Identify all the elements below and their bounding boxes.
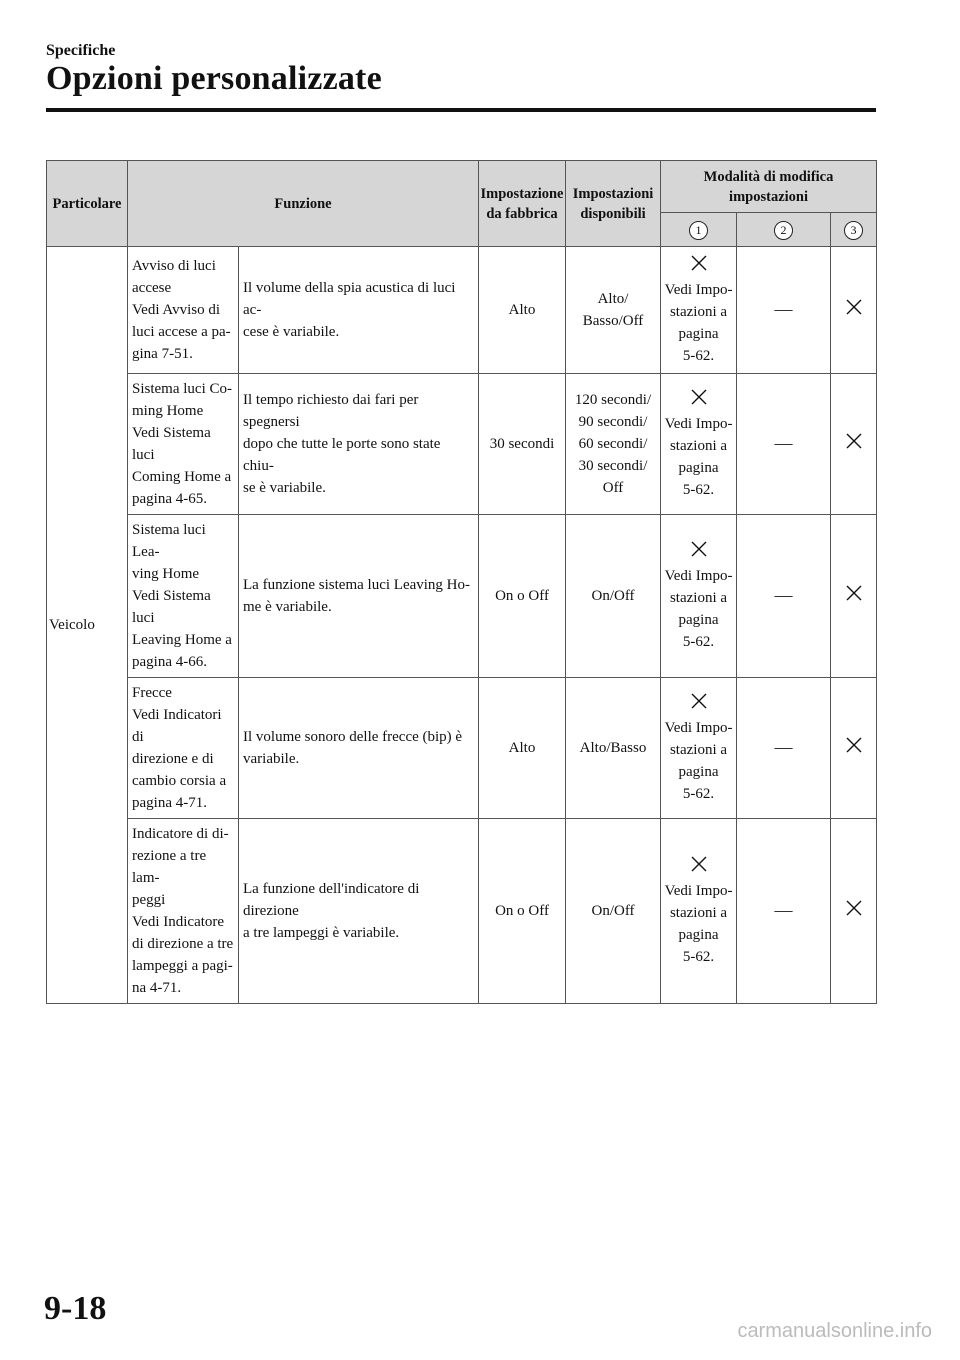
header-mode-2	[737, 213, 831, 247]
function-line: La funzione dell'indicatore di direzione	[243, 881, 420, 919]
mode-1-cell	[661, 247, 737, 374]
mode-1-line: stazioni a	[669, 303, 728, 320]
header-funzione: Funzione	[128, 161, 479, 247]
function-cell	[239, 819, 479, 1004]
factory-setting-cell	[479, 374, 566, 515]
available-setting: 120 secondi/	[574, 392, 652, 408]
mode-3-cell	[831, 515, 877, 678]
circled-number-1: 1	[689, 221, 708, 240]
header-text-line: disponibili	[580, 205, 646, 222]
factory-setting-cell	[479, 678, 566, 819]
available-setting: Alto/	[597, 291, 629, 307]
mode-3-cell	[831, 374, 877, 515]
item-line: gina 7-51.	[132, 346, 193, 362]
item-cell	[128, 515, 239, 678]
function-cell	[239, 678, 479, 819]
function-cell	[239, 515, 479, 678]
available-settings-cell	[566, 678, 661, 819]
item-line: ming Home	[132, 403, 204, 419]
item-line: pagina 4-71.	[132, 795, 207, 811]
header-text-line: Modalità di modifica	[703, 168, 834, 185]
mode-1-line: Vedi Impo-	[664, 415, 733, 432]
item-line: peggi	[132, 892, 166, 908]
dash-mark: —	[774, 585, 793, 605]
available-settings-cell	[566, 247, 661, 374]
function-cell	[239, 374, 479, 515]
header-text-line: impostazioni	[729, 188, 808, 205]
available-setting: Alto/Basso	[579, 740, 647, 756]
function-line: a tre lampeggi è variabile.	[243, 925, 400, 941]
item-line: cambio corsia a	[132, 773, 227, 789]
header-particolare: Particolare	[47, 161, 128, 247]
circled-number-2: 2	[774, 221, 793, 240]
function-line: Il volume della spia acustica di luci ac-	[243, 280, 456, 318]
item-line: Vedi Sistema luci	[132, 425, 211, 463]
mode-1-line: 5-62.	[682, 633, 715, 650]
table-row	[47, 515, 877, 678]
item-line: Frecce	[132, 685, 172, 701]
table-row	[47, 819, 877, 1004]
factory-setting-cell	[479, 247, 566, 374]
header-impostazioni-disponibili	[566, 161, 661, 247]
cross-icon	[845, 584, 863, 602]
function-line: se è variabile.	[243, 480, 326, 496]
page-number: 9-18	[44, 1290, 107, 1327]
page-title: Opzioni personalizzate	[46, 60, 382, 97]
mode-1-line: pagina	[678, 459, 719, 476]
table-row	[47, 247, 877, 374]
factory-setting: On o Off	[495, 903, 549, 919]
item-line: pagina 4-66.	[132, 654, 207, 670]
function-line: dopo che tutte le porte sono state chiu-	[243, 436, 441, 474]
mode-1-line: Vedi Impo-	[664, 719, 733, 736]
mode-1-line: 5-62.	[682, 481, 715, 498]
cross-icon	[845, 298, 863, 316]
mode-1-line: pagina	[678, 763, 719, 780]
item-line: pagina 4-65.	[132, 491, 207, 507]
mode-2-cell	[737, 374, 831, 515]
item-cell	[128, 247, 239, 374]
item-line: luci accese a pa-	[132, 324, 231, 340]
cross-icon	[845, 736, 863, 754]
item-line: Vedi Indicatore	[132, 914, 225, 930]
header-text-line: da fabbrica	[486, 205, 558, 222]
dash-mark: —	[774, 299, 793, 319]
mode-1-line: 5-62.	[682, 785, 715, 802]
mode-1-line: Vedi Impo-	[664, 882, 733, 899]
dash-mark: —	[774, 737, 793, 757]
mode-1-line: 5-62.	[682, 347, 715, 364]
available-setting: Basso/Off	[582, 313, 644, 329]
available-setting: On/Off	[591, 903, 635, 919]
section-label: Specifiche	[46, 42, 116, 59]
table-row	[47, 678, 877, 819]
available-setting: 60 secondi/	[578, 436, 648, 452]
available-setting: On/Off	[591, 588, 635, 604]
group-label-text: Veicolo	[49, 617, 95, 633]
mode-3-cell	[831, 819, 877, 1004]
cross-icon	[690, 388, 708, 406]
function-line: variabile.	[243, 751, 300, 767]
available-setting: Off	[602, 480, 624, 496]
watermark: carmanualsonline.info	[737, 1320, 932, 1342]
mode-3-cell	[831, 247, 877, 374]
function-line: me è variabile.	[243, 599, 332, 615]
header-text-line: Impostazione	[480, 185, 564, 202]
factory-setting-cell	[479, 515, 566, 678]
mode-2-cell	[737, 515, 831, 678]
factory-setting: 30 secondi	[489, 436, 555, 452]
item-line: Sistema luci Lea-	[132, 522, 206, 560]
factory-setting: Alto	[508, 740, 536, 756]
mode-1-line: pagina	[678, 926, 719, 943]
item-line: Sistema luci Co-	[132, 381, 232, 397]
function-line: Il tempo richiesto dai fari per spegnersi	[243, 392, 419, 430]
item-line: di direzione a tre	[132, 936, 234, 952]
mode-1-line: stazioni a	[669, 589, 728, 606]
item-cell	[128, 678, 239, 819]
available-settings-cell	[566, 819, 661, 1004]
mode-1-line: pagina	[678, 325, 719, 342]
item-line: lampeggi a pagi-	[132, 958, 233, 974]
mode-3-cell	[831, 678, 877, 819]
available-setting: 90 secondi/	[578, 414, 648, 430]
item-line: direzione e di	[132, 751, 214, 767]
custom-options-table	[46, 160, 877, 1004]
mode-2-cell	[737, 247, 831, 374]
mode-1-line: stazioni a	[669, 904, 728, 921]
cross-icon	[845, 432, 863, 450]
cross-icon	[690, 692, 708, 710]
factory-setting: On o Off	[495, 588, 549, 604]
cross-icon	[690, 254, 708, 272]
mode-1-cell	[661, 678, 737, 819]
mode-1-line: pagina	[678, 611, 719, 628]
header-mode-1	[661, 213, 737, 247]
header-modalita	[661, 161, 877, 213]
header-impostazione-fabbrica	[479, 161, 566, 247]
dash-mark: —	[774, 900, 793, 920]
function-cell	[239, 247, 479, 374]
item-line: Avviso di luci	[132, 258, 216, 274]
item-line: Vedi Avviso di	[132, 302, 221, 318]
cross-icon	[690, 540, 708, 558]
item-line: Vedi Sistema luci	[132, 588, 211, 626]
factory-setting: Alto	[508, 302, 536, 318]
item-line: Indicatore di di-	[132, 826, 229, 842]
available-setting: 30 secondi/	[578, 458, 648, 474]
mode-1-line: Vedi Impo-	[664, 567, 733, 584]
header-mode-3	[831, 213, 877, 247]
title-rule	[46, 108, 876, 112]
available-settings-cell	[566, 515, 661, 678]
mode-1-line: stazioni a	[669, 741, 728, 758]
mode-1-cell	[661, 515, 737, 678]
mode-1-cell	[661, 374, 737, 515]
available-settings-cell	[566, 374, 661, 515]
mode-1-line: Vedi Impo-	[664, 281, 733, 298]
item-line: Coming Home a	[132, 469, 232, 485]
mode-2-cell	[737, 678, 831, 819]
item-line: accese	[132, 280, 172, 296]
mode-2-cell	[737, 819, 831, 1004]
item-cell	[128, 819, 239, 1004]
factory-setting-cell	[479, 819, 566, 1004]
table-row	[47, 374, 877, 515]
item-line: ving Home	[132, 566, 200, 582]
item-line: rezione a tre lam-	[132, 848, 207, 886]
item-cell	[128, 374, 239, 515]
cross-icon	[690, 855, 708, 873]
item-line: Leaving Home a	[132, 632, 232, 648]
mode-1-line: 5-62.	[682, 948, 715, 965]
item-line: na 4-71.	[132, 980, 182, 996]
mode-1-line: stazioni a	[669, 437, 728, 454]
circled-number-3: 3	[844, 221, 863, 240]
group-label-veicolo	[47, 247, 128, 1004]
item-line: Vedi Indicatori di	[132, 707, 222, 745]
function-line: La funzione sistema luci Leaving Ho-	[243, 577, 471, 593]
mode-1-cell	[661, 819, 737, 1004]
function-line: cese è variabile.	[243, 324, 340, 340]
header-text-line: Impostazioni	[572, 185, 654, 202]
cross-icon	[845, 899, 863, 917]
function-line: Il volume sonoro delle frecce (bip) è	[243, 729, 463, 745]
dash-mark: —	[774, 433, 793, 453]
